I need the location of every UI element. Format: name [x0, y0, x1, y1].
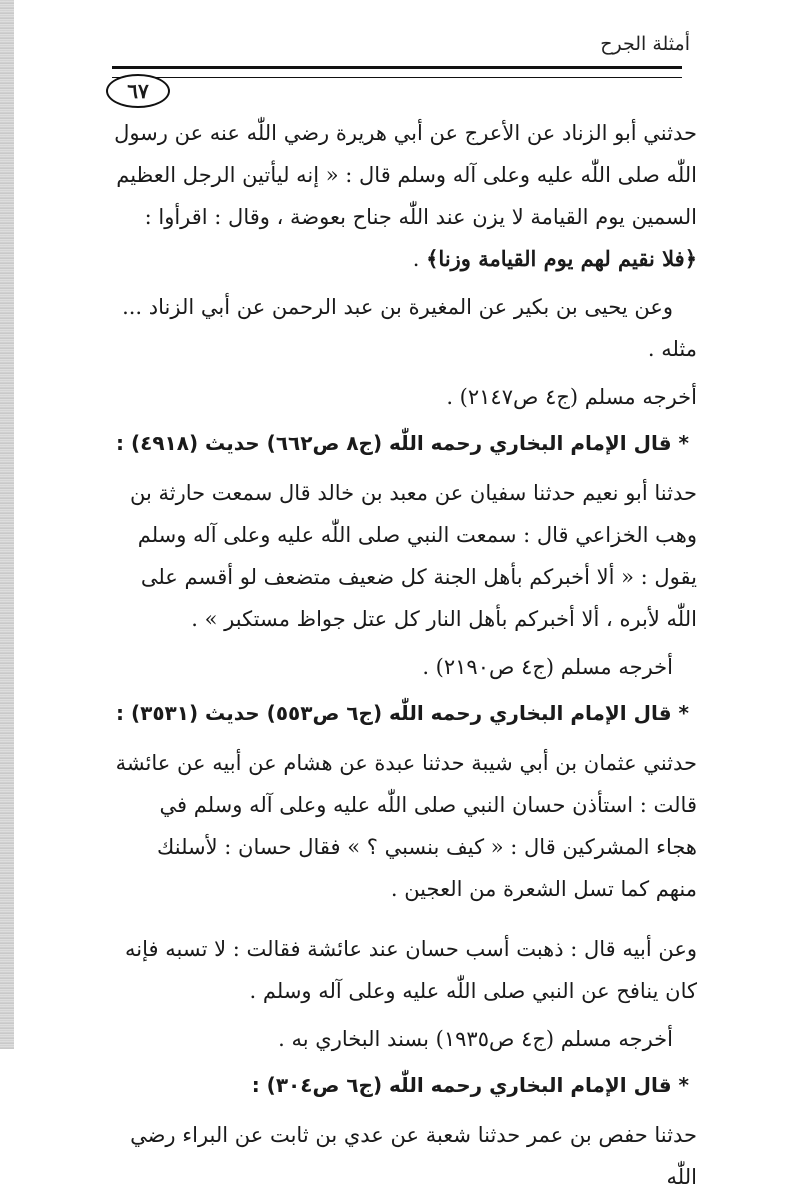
- paragraph: وعن يحيى بن بكير عن المغيرة بن عبد الرحمن عن أبي الزناد ... مثله .: [122, 295, 697, 361]
- quran-verse: ﴿فلا نقيم لهم يوم القيامة وزنا﴾: [426, 246, 697, 271]
- running-header: أمثلة الجرح: [600, 33, 690, 55]
- paragraph: حدثني عثمان بن أبي شيبة حدثنا عبدة عن هشام عن أبيه عن عائشة قالت : استأذن حسان النبي صلى اللّٰه عليه وعلى آله وسلم في هجاء المشركين قال : « كيف بنسبي ؟ » فقال حسان : لأسلنك منهم كما تسل الشعرة من العجين .: [115, 751, 697, 901]
- section-heading: * قال الإمام البخاري رحمه اللّٰه (ج٦ ص٥٥٣) حديث (٣٥٣١) :: [116, 701, 689, 725]
- section-heading: * قال الإمام البخاري رحمه اللّٰه (ج٨ ص٦٦٢) حديث (٤٩١٨) :: [116, 431, 689, 455]
- page-body: [112, 112, 697, 1204]
- paragraph: حدثنا أبو نعيم حدثنا سفيان عن معبد بن خالد قال سمعت حارثة بن وهب الخزاعي قال : سمعت النبي صلى اللّٰه عليه وعلى آله وسلم يقول : « ألا أخبركم بأهل الجنة كل ضعيف متضعف لو أقسم على اللّٰه لأبره ، ألا أخبركم بأهل النار كل عتل جواظ مستكبر » .: [130, 481, 697, 631]
- paragraph-text: حدثني أبو الزناد عن الأعرج عن أبي هريرة رضي اللّٰه عنه عن رسول اللّٰه صلى اللّٰه عليه وعلى آله وسلم قال : « إنه ليأتين الرجل العظيم السمين يوم القيامة لا يزن عند اللّٰه جناح بعوضة ، وقال : اقرأوا :: [114, 121, 697, 229]
- takhrij-note: أخرجه مسلم (ج٤ ص٢١٩٠) .: [422, 655, 673, 679]
- scan-edge-shadow: [0, 0, 14, 1049]
- header-rule: [112, 66, 682, 78]
- paragraph: وعن أبيه قال : ذهبت أسب حسان عند عائشة فقالت : لا تسبه فإنه كان ينافح عن النبي صلى اللّٰه عليه وعلى آله وسلم .: [125, 937, 697, 1003]
- paragraph: حدثنا حفص بن عمر حدثنا شعبة عن عدي بن ثابت عن البراء رضي اللّٰه: [130, 1123, 697, 1189]
- takhrij-note: أخرجه مسلم (ج٤ ص٢١٤٧) .: [446, 385, 697, 409]
- paragraph-end: .: [412, 247, 420, 271]
- paragraph: [112, 112, 697, 280]
- takhrij-note: أخرجه مسلم (ج٤ ص١٩٣٥) بسند البخاري به .: [278, 1027, 673, 1051]
- page-number: ٦٧: [106, 74, 170, 108]
- section-heading: * قال الإمام البخاري رحمه اللّٰه (ج٦ ص٣٠٤) :: [251, 1073, 689, 1097]
